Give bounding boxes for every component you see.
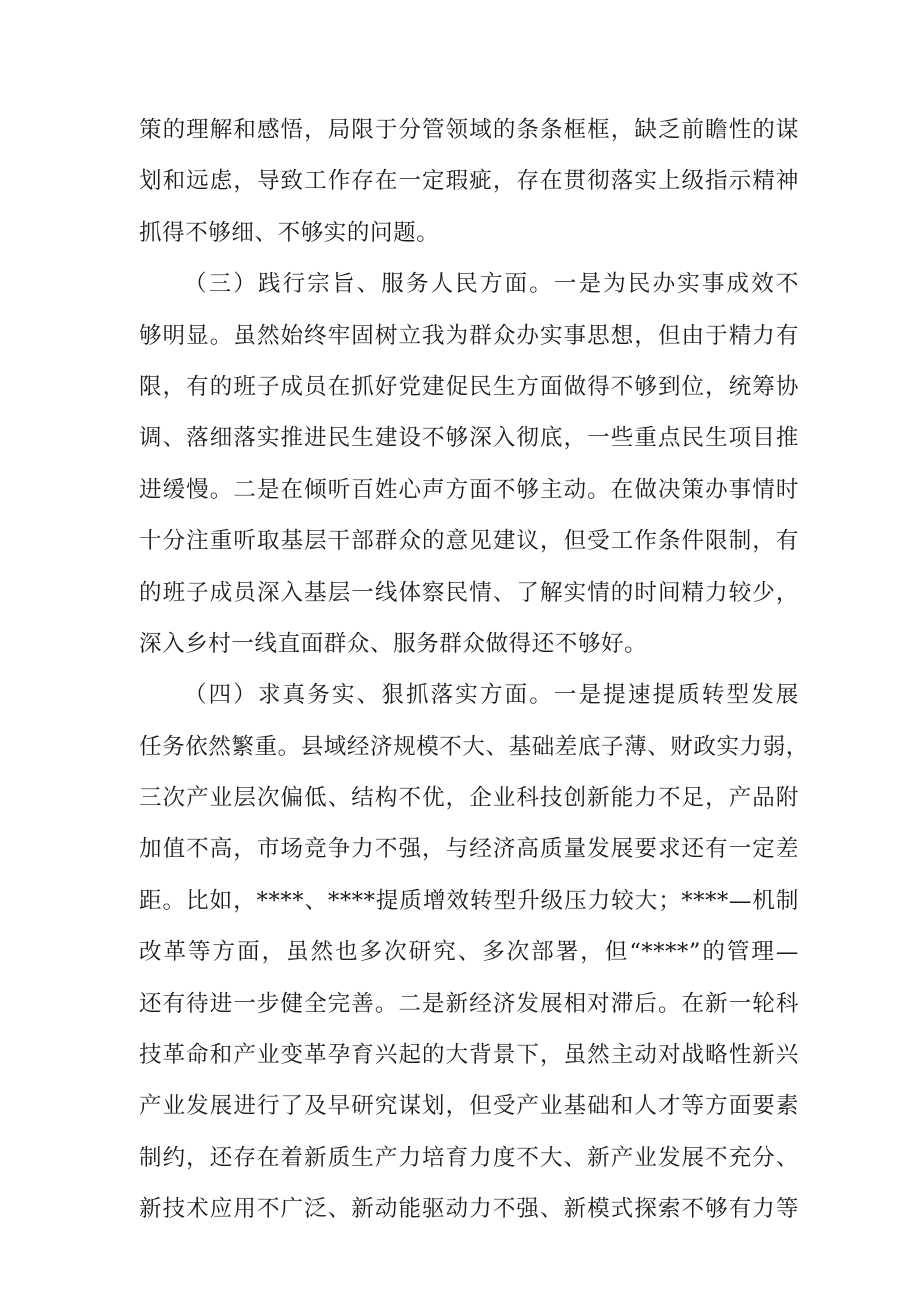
text-line: 加值不高，市场竞争力不强，与经济高质量发展要求还有一定差 bbox=[139, 836, 799, 863]
text-line: 改革等方面，虽然也多次研究、多次部署，但“****”的管理— bbox=[139, 939, 799, 966]
paragraph-3 bbox=[139, 670, 809, 1235]
text-line: （四）求真务实、狠抓落实方面。一是提速提质转型发展 bbox=[184, 682, 799, 709]
document-body bbox=[139, 105, 809, 1236]
text-line: 三次产业层次偏低、结构不优，企业科技创新能力不足，产品附 bbox=[139, 785, 799, 812]
text-line: 限，有的班子成员在抓好党建促民生方面做得不够到位，统筹协 bbox=[139, 373, 799, 400]
text-line: 策的理解和感悟，局限于分管领域的条条框框，缺乏前瞻性的谋 bbox=[139, 117, 799, 143]
text-line: 十分注重听取基层干部群众的意见建议，但受工作条件限制，有 bbox=[139, 528, 799, 555]
text-line: 调、落细落实推进民生建设不够深入彻底，一些重点民生项目推 bbox=[139, 425, 799, 452]
text-line: 制约，还存在着新质生产力培育力度不大、新产业发展不充分、 bbox=[139, 1144, 799, 1171]
text-line: 产业发展进行了及早研究谋划，但受产业基础和人才等方面要素 bbox=[139, 1093, 799, 1120]
text-line: 抓得不够细、不够实的问题。 bbox=[139, 219, 440, 246]
text-line: 的班子成员深入基层一线体察民情、了解实情的时间精力较少， bbox=[139, 579, 799, 606]
paragraph-2 bbox=[139, 259, 799, 670]
text-line: 进缓慢。二是在倾听百姓心声方面不够主动。在做决策办事情时 bbox=[139, 476, 799, 503]
text-line: 距。比如，****、****提质增效转型升级压力较大；****—机制 bbox=[139, 887, 799, 914]
text-line: 划和远虑，导致工作存在一定瑕疵，存在贯彻落实上级指示精神 bbox=[139, 168, 799, 195]
text-line: 深入乡村一线直面群众、服务群众做得还不够好。 bbox=[139, 630, 648, 657]
text-line: 任务依然繁重。县域经济规模不大、基础差底子薄、财政实力弱， bbox=[139, 733, 809, 760]
text-line: 够明显。虽然始终牢固树立我为群众办实事思想，但由于精力有 bbox=[139, 322, 799, 349]
text-line: 新技术应用不广泛、新动能驱动力不强、新模式探索不够有力等 bbox=[139, 1196, 799, 1223]
text-line: 技革命和产业变革孕育兴起的大背景下，虽然主动对战略性新兴 bbox=[139, 1042, 799, 1069]
text-line: （三）践行宗旨、服务人民方面。一是为民办实事成效不 bbox=[184, 271, 799, 298]
paragraph-1 bbox=[139, 105, 799, 259]
text-line: 还有待进一步健全完善。二是新经济发展相对滞后。在新一轮科 bbox=[139, 990, 799, 1017]
